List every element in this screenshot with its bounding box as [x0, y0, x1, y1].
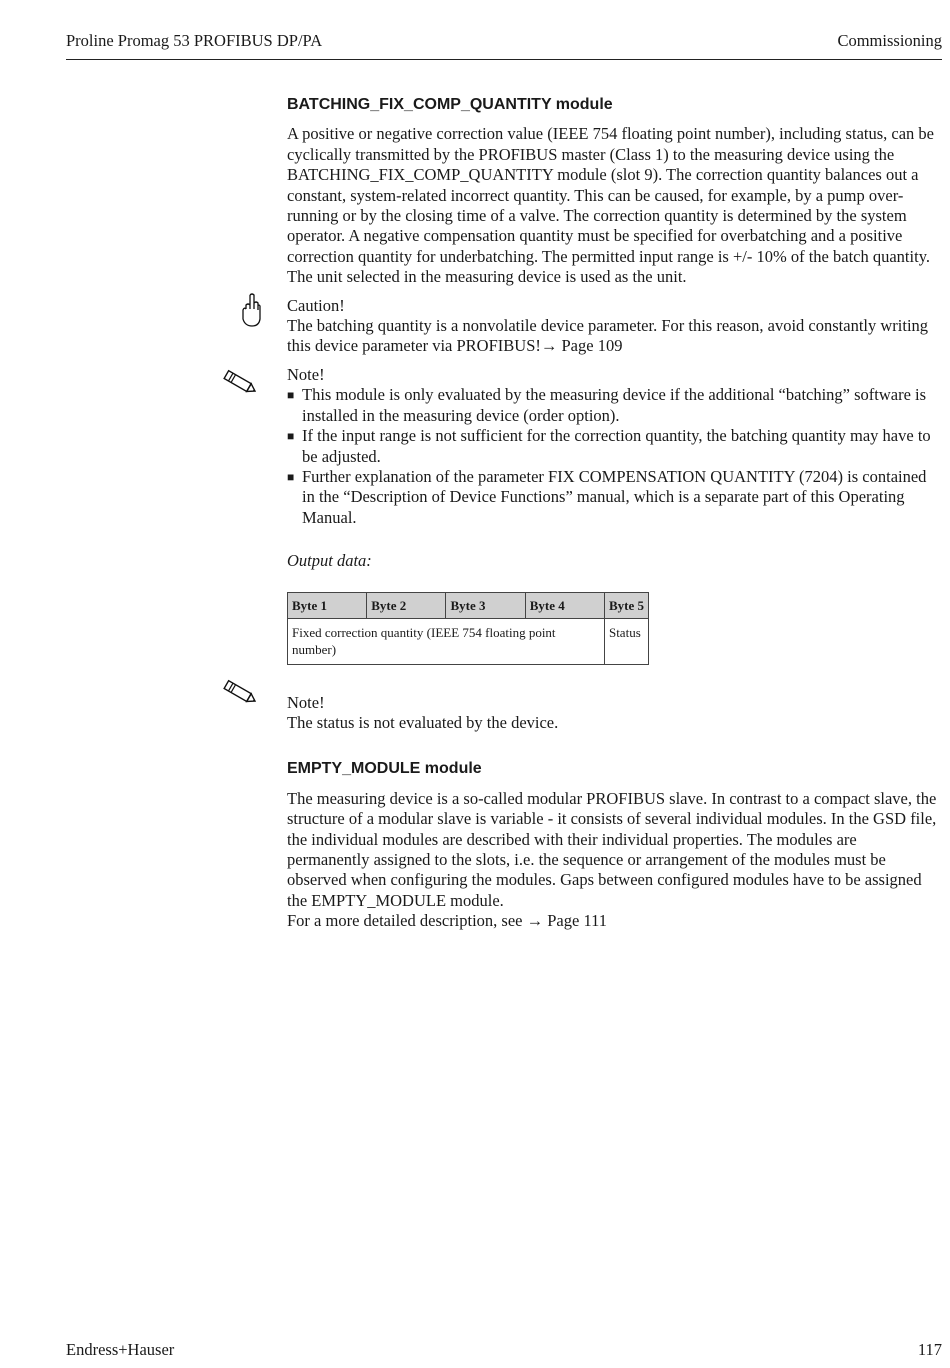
list-item: ■ If the input range is not sufficient for the correction quantity, the batching quantity may have to be adjusted.	[287, 426, 931, 466]
table-header: Byte 4	[525, 592, 604, 618]
table-header: Byte 5	[604, 592, 648, 618]
note-block	[287, 693, 943, 734]
table-header: Byte 2	[367, 592, 446, 618]
caution-label: Caution!	[287, 295, 345, 315]
section-title-batching: BATCHING_FIX_COMP_QUANTITY module	[287, 96, 613, 113]
header-title: Proline Promag 53 PROFIBUS DP/PA	[66, 31, 323, 50]
footer-brand: Endress+Hauser	[66, 1340, 175, 1359]
square-bullet-icon: ■	[287, 388, 295, 403]
table-header: Byte 3	[446, 592, 525, 618]
section-title-empty-module: EMPTY_MODULE module	[287, 760, 482, 778]
hand-pointing-icon	[240, 293, 264, 334]
note-label: Note!	[287, 692, 325, 712]
table-cell: Status	[604, 618, 648, 664]
caution-text: The batching quantity is a nonvolatile device parameter. For this reason, avoid constantly writing this device parameter via PROFIBUS!→ Page 109	[287, 316, 929, 356]
page-header	[66, 31, 942, 60]
note-list	[287, 385, 943, 528]
table-header: Byte 1	[288, 592, 367, 618]
pencil-icon	[220, 678, 260, 713]
section-body-empty-module: The measuring device is a so-called modular PROFIBUS slave. In contrast to a compact slave, the structure of a modular slave is variable - it consists of several individual modules. In the GSD file, the individual modules are described with their individual properties. The modules are permanently assigned to the slots, i.e. the sequence or arrangement of the modules must be observed when configuring the modules. Gaps between configured modules have to be assigned the EMPTY_MODULE module.	[287, 788, 937, 910]
note-block	[287, 365, 943, 528]
table-header-row	[288, 592, 649, 618]
caution-block	[287, 296, 943, 357]
list-item: ■ Further explanation of the parameter FIX COMPENSATION QUANTITY (7204) is contained in the “Description of Device Functions” manual, which is a separate part of this Operating Manual.	[287, 466, 927, 527]
page-reference: For a more detailed description, see → Page 111	[287, 911, 607, 931]
list-item: ■ This module is only evaluated by the measuring device if the additional “batching” software is installed in the measuring device (order option).	[287, 385, 927, 425]
output-data-label: Output data:	[287, 551, 372, 571]
table-cell: Fixed correction quantity (IEEE 754 floating point number)	[288, 618, 605, 664]
header-section: Commissioning	[837, 31, 942, 50]
page-number: 117	[917, 1340, 942, 1359]
note-text: The status is not evaluated by the device.	[287, 712, 559, 732]
main-content	[287, 95, 943, 932]
output-data-table	[287, 592, 649, 665]
square-bullet-icon: ■	[287, 429, 295, 444]
section-body-batching: A positive or negative correction value (IEEE 754 floating point number), including status, can be cyclically transmitted by the PROFIBUS master (Class 1) to the measuring device using the BATCHING_FIX_COMP_QUANTITY module (slot 9). The correction quantity balances out a constant, system-related incorrect quantity. This can be caused, for example, by a pump over-running or by the closing time of a valve. The correction quantity is determined by the system operator. A negative compensation quantity must be specified for overbatching and a positive correction quantity for underbatching. The permitted input range is +/- 10% of the batch quantity. The unit selected in the measuring device is used as the unit.	[287, 124, 934, 287]
pencil-icon	[220, 368, 260, 403]
square-bullet-icon: ■	[287, 469, 295, 484]
note-label: Note!	[287, 364, 325, 384]
table-row	[288, 618, 649, 664]
